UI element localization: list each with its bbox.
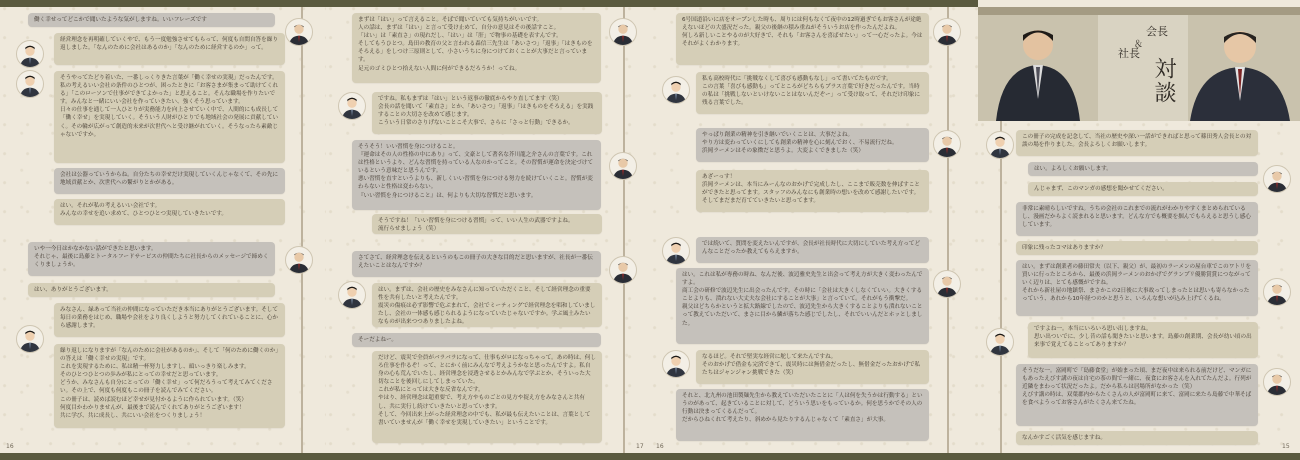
avatar-president (662, 350, 690, 378)
chat-bubble-host: そうですね！「いい習慣を身につける習慣」って、いい人生の武器ですよね。 流行らせましょう（笑） (372, 214, 602, 234)
chat-bubble-guest: はい。これは私が専務の時ね、なんだ後、波辺雅史先生と出会って考え方が大きく変わったんですよ。 商工会の研修で波辺先生に出会ったんです。その時に「会社は大きくしなくていい。大きくすることよりも、潰れない大丈夫な会社にすることが大事」と言っていて。それがもう衝撃だ。 親父はどちらかというと拡大路線でしたので、波辺先生から大きくすることよりも潰れないことって教えていただいて、まさに目から鱗が落ちた感じでしたし、それでいいんだとホッとしました。 (676, 268, 929, 344)
page-number: 16 (6, 443, 14, 450)
top-band (326, 0, 650, 7)
chat-bubble-guest: いや一今日はかなかない話ができたと思います。 それじゃ、最後に島藤とトータルフードサービスの仲間たちに社長からのメッセージで締めくくりましょうか。 (28, 242, 275, 276)
hero-photo (978, 7, 1300, 121)
chat-bubble-host: ですね。私もまずは「はい」という返事の徹底からやり直してます（笑） 会長の話を聞いて「素直さ」とか、「あいさつ」「返事」「はきものをそろえる」を実践することの大切さを改めて感じます。 こういう日常のさりげないことこそ大事で、さらに「さっと行動」できるか。 (372, 92, 602, 134)
chat-bubble-host: 経営理念を再明確していくやで、もう一度勉強させてもらって、何度も自問自答を繰り返しました。「なんのために会社はあるのか」「なんのために経営するのか」って。 (54, 33, 285, 65)
avatar-chairman (933, 18, 961, 46)
top-band (0, 0, 326, 7)
chat-bubble-guest: はい。よろしくお願いします。 (1028, 162, 1258, 176)
chat-bubble-host: なんかすごく活気を感じますね。 (1016, 431, 1258, 445)
chat-bubble-host: まずは「はい」って言えること。そばで聞いていても気持ちがいいです。 人の話は、まずは「はい」と言って受け止めて、自分の意見はその後話すこと。 「はい」は「素直さ」の現れだし、「はい」は「肝」で物事の基礎を表すんです。 そしてもうひとつ。島田の教育の父と言われる森信三先生は「あいさつ」「返事」「はきものをそろえる」をしつけ三原則として、小さいうちに身につけておくことが大事だと言っています。 足元のゴミひとつ拾えない人間に何ができるだろうか！ってね。 (352, 13, 601, 83)
bottom-band (0, 453, 326, 460)
conversation-spine (1000, 121, 1002, 453)
avatar-president (338, 92, 366, 120)
chat-bubble-host: はい。それが私の考えるいい会社です。 みんなの幸せを追い求めて、ひとつひとつ実現していきたいです。 (54, 199, 285, 225)
hero-portrait-illustration (978, 7, 1300, 121)
chat-bubble-host: この冊子の完成を記念して、当社の歴史や深い一話ができればと思って篠田秀人会長との対談の場を作りました。会長よろしくお願いします。 (1016, 130, 1258, 156)
chat-bubble-guest: そうそう！いい習慣を身につけること。 『運命はその人の性格の中にあり』って、文豪として著名な芥川龍之介さんの言葉です。これは性格というより、どんな習慣を持っている人なのかってこと。その習慣が運命を決定づけているという意味だと思うんです。 悪い習慣を直すというよりも、新しくいい習慣を身につける努力を続けていくこと。習慣が変わらないと性格は変わらない。 『いい習慣を身につけること』は、何よりも大切な習慣だと思います。 (352, 140, 601, 210)
chat-bubble-guest: 非常に素晴らしいですね。うちの会社のこれまでの流れがわかりやすくまとめられているし、漫画だからよく読まれると思います。どんな方でも概要を掴んでもらえると思うし感心しています。 (1016, 202, 1258, 236)
chat-bubble-guest: そーだよねー。 (352, 333, 601, 347)
avatar-chairman (609, 152, 637, 180)
chat-bubble-host: 繰り返しになりますが「なんのために会社があるのか」、そして「何のために働くのか」の答えは「働く幸せの実現」です。 これを実現するために、私は精一杯努力しますし、頭いっきり楽しみます。 そのひとつひとつの歩みが私にとっての幸せだと思っています。 どうか、みなさんも自分にとっての「働く幸せ」って何だろうって考えてみてください。その上で、何度も何度もこの冊子を読んでみてください。 この冊子は、読めば読むほど幸せが見付かるように作られています。（笑） 何度目かわかりませんが、最後まで読んでくれてありがとうございます！ 共に学び、共に成長し、共にいい会社をつくりましょう！ (54, 344, 285, 428)
avatar-president (662, 76, 690, 104)
chat-bubble-guest: そうだな一。富岡町で「島藤食堂」が始まった頃、まだ夜中は来られる前だけど、マンガにもあったえびす講の夜は自宅の茶の間で一緒に、夜食にお客さんを入れてたんだよ。行列が近隣をまわって状況だったよ。だから私らは居場所がなかった（笑） えびす講の時は、双葉郡内からたくさんの人が富岡町に来て、富岡に来たら島藤で中華そばを食べようってお客さんがたくさん来てたね。 (1016, 364, 1258, 426)
page-number: 17 (636, 443, 644, 450)
chat-bubble-guest: 会社は公器っていうからね。自分たちの幸せだけ実現していくんじゃなくて、その先に地域貢献とか、次世代への繋がりとかがある。 (54, 168, 285, 194)
chat-bubble-host: だけど、震災で全員がバラバラになって、仕事もがロになっちゃって。あの時は、何しろ仕事を作るぞ！って、とにかく前にみんなで考えようかなと思ったんですよ。私自身の心も荒んでいたし、経営理念を浸透させるとかみんなで学ぶとか、そういった大切なことを後回しにしてしまっていた。 これが私にとっては大きな反省なんです。 やはり、経営理念は超重要で、考え方やものごとの見方や捉え方をみなさんと共有し、共に実行し続けていきたいと思っています。 そして、今回出来上がった経営理念の中でも、私が最も伝えたいことは、言葉として書いていませんが「働く幸せを実現していきたい」ということです。 (372, 351, 602, 443)
hero-title-amp: ＆ (1134, 40, 1144, 50)
avatar-chairman (1263, 278, 1291, 306)
chat-bubble-host: はい、ありがとうございます。 (28, 283, 275, 297)
conversation-spine (623, 7, 625, 453)
chat-bubble-host: 印象に残ったコマはありますか？ (1016, 241, 1258, 255)
chat-bubble-guest: はい。まずは創業者の藤田常夫（以下、親父）が、最初のラーメンの屋台車でこのワトリを買いに行ったところから、最後の浜岡ラーメンのおかげでグランプリ優勝賞賞につながっていく辺りは、とても感慨がですね。 それから新社屋の地鎮祭、まさかこの2日後に大事故ってしまったとは思いも寄らなかったっていう、あれから10年経つのかと思うと、いろんな想いが込み上げてくるね。 (1016, 260, 1258, 316)
top-band (650, 0, 978, 7)
avatar-president (662, 237, 690, 265)
chat-bubble-host: そうやってたどり着いた、一番しっくりきた言葉が「働く幸せの実現」だったんです。私の考えるいい会社の条件のひとつが、困ったときに「お客さまが集まって助けてくれる」「このローソンで仕事ができてよかった」と思えること。そんな職場を作りたいです。みんなと一緒にいい会社を作っていきたい、強くそう思っています。 日々の仕事を通して一人ひとりが実務能力を向上させていく中で、人間的にも成長して「働く幸せ」を実現していく。そういう人財がひとりでも地域社会の発展に貢献していく。その輪が広がって創造的未来が次世代へと受け継がれていく。そうなったら素敵じゃないですか。 (54, 71, 285, 163)
avatar-chairman (933, 270, 961, 298)
chat-bubble-host: 6号国道沿いに店をオープンした時も、周りには何もなくて夜中の12時過ぎでもお客さんが途絶えないほどの大盛況だった。親父の後継の積み重ねがそういうお店を作ったんだよね。 何しろ新しいことやるのが大好きで、それも「お客さんを喜ばせたい」って一心だったよ。今はそれがよくわかります。 (676, 13, 929, 65)
page-16 (0, 0, 326, 460)
avatar-president (16, 70, 44, 98)
chat-bubble-host: なるほど。それで堅実な経営に舵して来たんですね。 そのおかげで借金も完済できて、震災時には無借金だったし、無借金だったおかげで私たちはジャンジャン挑戦できた（笑） (696, 350, 929, 384)
hero-title-main: 対談 (1151, 57, 1176, 105)
chat-bubble-guest: では続いて、質問を変えたいんですが、会長が社長時代に大切にしていた考え方ってどんなことだったか教えてもらえますか。 (696, 237, 929, 263)
page-16-right (650, 0, 978, 460)
hero-title-role-b: 社長 (1118, 47, 1140, 60)
avatar-chairman (1263, 368, 1291, 396)
avatar-president (986, 328, 1014, 356)
chat-bubble-host: はい。まずは、会社の歴史をみなさんに知っていただくこと、そして経営理念の重要性を共有したいと考えたんです。 震災の傷痕は必ず影響で危ぶまれて、会社でミーティングで経営理念を唱和していましたし、会社の一体感も感じられるようになっていたじゃないですか。学ぶ風土みたいなものが出来つつありましたよね。 (372, 283, 602, 327)
page-number: 15 (1282, 443, 1290, 450)
chat-bubble-host: ですよね一。本当にいろいろ思い出しますね。 思い出ついでに、少し昔の話も聞きたいと思います。島藤の創業期、会長が幼い頃の出来事で覚えてることってありますか？ (1028, 322, 1258, 358)
avatar-president (16, 325, 44, 353)
avatar-chairman (285, 246, 313, 274)
chat-bubble-guest: それと、北九州の池田製麺先生から教えていただいたことに「人は何を失うかは行動する」というのがあって、起きていることに対して、どういう思いをもっているか。何を思うかでその人の行動は決まってくるんだって。 だからひねくれて考えたり、斜めから見たりするんじゃなくて「素直さ」が大事。 (676, 389, 929, 441)
chat-bubble-host: 私も高校時代に「挑戦なくして喜びも感動もなし」って書いてたものです。 この言葉「喜びも感動も」ってところがどちらもプラス言葉で好きだったんです。当時の私は「挑戦しないといけないことはないんだぞー」って受け取って、それだけ印象に残る言葉でした。 (696, 72, 929, 114)
bottom-band (650, 453, 978, 460)
chat-bubble-host: あざーっす！ 浜岡ラーメンは、本当にみーんなのおかげで完成したし、ここまで販売数を伸ばすことができたと思ってます。スタッフのみんなにも創業時の想いを改めて感謝したいです。そしてまだまだ育てていきたいと思ってます。 (696, 170, 929, 212)
avatar-chairman (285, 18, 313, 46)
page-17 (326, 0, 650, 460)
bottom-band (978, 453, 1300, 460)
conversation-spine (947, 7, 949, 453)
avatar-president (986, 131, 1014, 159)
bottom-band (326, 453, 650, 460)
avatar-chairman (609, 256, 637, 284)
chat-bubble-guest: 働く幸せってどこかで聞いたような気がしますね。いいフレーズです (28, 13, 275, 27)
hero-title-role-a: 会長 (1146, 25, 1168, 38)
avatar-president (16, 40, 44, 68)
conversation-spine (301, 7, 303, 453)
page-number: 16 (656, 443, 664, 450)
chat-bubble-guest: やっぱり創業の精神を引き継いでいくことは、大事だよね。 やり方は変わっていくにしても創業の精神を心に刻んでおく、不易流行だね。 浜岡ラーメンはその象徴だと思うよ。大変よくできました（笑） (696, 128, 929, 162)
avatar-president (338, 281, 366, 309)
avatar-chairman (933, 130, 961, 158)
avatar-chairman (1263, 165, 1291, 193)
chat-bubble-guest: さてさて、経営理念を伝えるというのもこの冊子の大きな目的だと思いますが、社長が一番伝えたいことはなんですか？ (352, 251, 601, 277)
chat-bubble-host: みなさん、緑あって当社の仲間になっていただき本当にありがとうございます。そして毎日の業務をはじめ、職場や会社をより良くしようと努力してくれていることに、心から感謝します。 (54, 303, 285, 337)
avatar-chairman (609, 18, 637, 46)
chat-bubble-host: んじゃまず、このマンガの感想を聞かせてください。 (1028, 182, 1258, 196)
